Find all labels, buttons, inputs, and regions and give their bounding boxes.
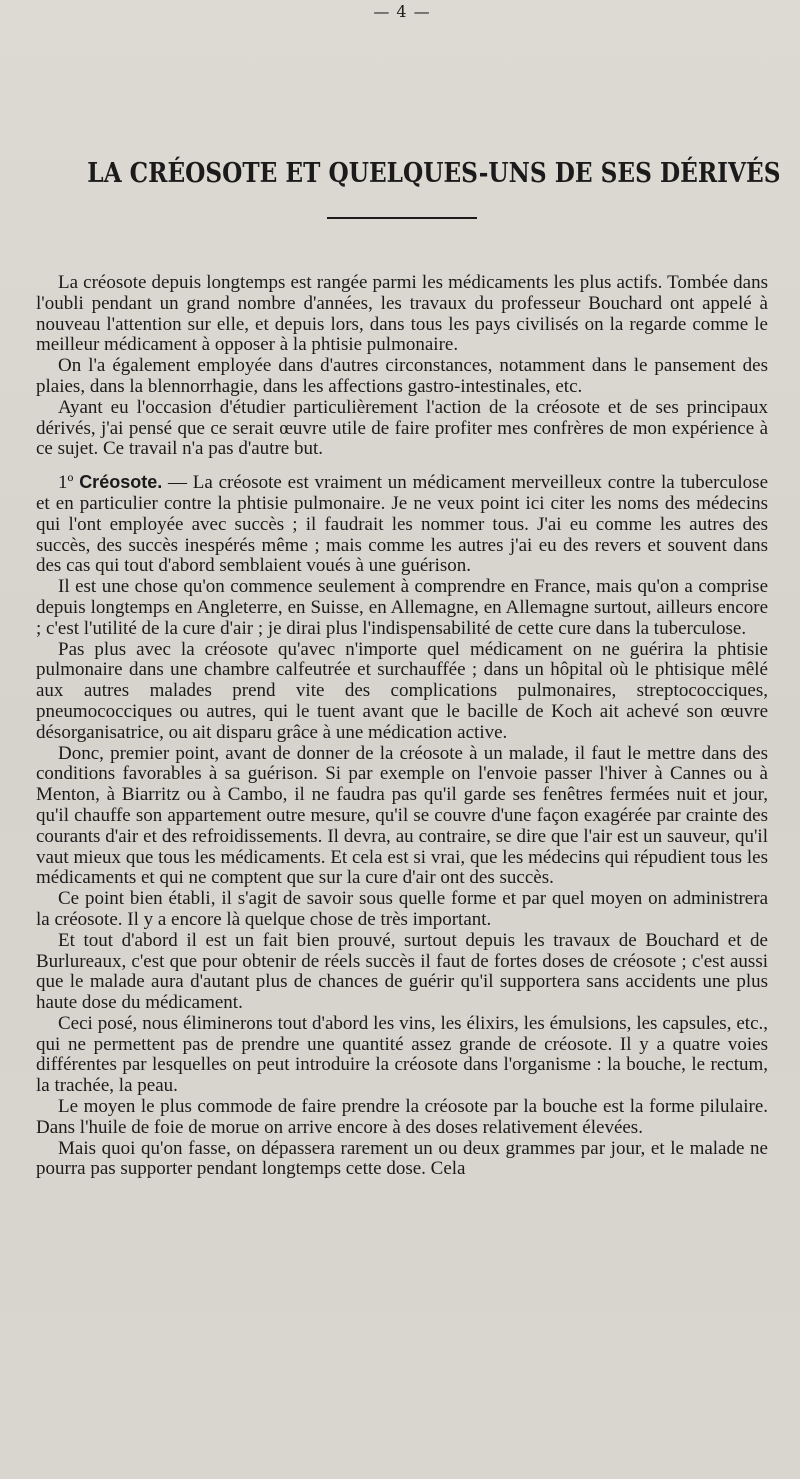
paragraph: Le moyen le plus commode de faire prendre la créosote par la bouche est la forme pilulaire. Dans l'huile de foie de morue on arrive encore à des doses relativement élevées.	[36, 1096, 768, 1138]
chapter-title: LA CRÉOSOTE ET QUELQUES-UNS DE SES DÉRIVÉS	[87, 158, 781, 189]
section-heading: Créosote.	[79, 472, 163, 493]
body-text	[36, 273, 768, 1180]
section-text: — La créosote est vraiment un médicament merveilleux contre la tuberculose et en particulier contre la phtisie pulmonaire. Je ne veux point ici citer les noms des médecins qui l'ont employée avec succès ; il faudrait les nommer tous. J'ai eu comme les autres des succès, des succès inespérés même ; mais comme les autres j'ai eu des revers et souvent dans des cas qui tout d'abord semblaient voués à une guérison.	[36, 472, 769, 577]
page-number: — 4 —	[373, 2, 431, 21]
paragraph: Et tout d'abord il est un fait bien prouvé, surtout depuis les travaux de Bouchard et de Burlureaux, c'est que pour obtenir de réels succès il faut de fortes doses de créosote ; c'est aussi que le malade aura d'autant plus de chances de guérir qu'il supportera sans accidents une plus haute dose du médicament.	[36, 929, 768, 1014]
paragraph: On l'a également employée dans d'autres circonstances, notamment dans le pansement des plaies, dans la blennorrhagie, dans les affections gastro-intestinales, etc.	[36, 355, 768, 397]
paragraph: Ayant eu l'occasion d'étudier particulièrement l'action de la créosote et de ses principaux dérivés, j'ai pensé que ce serait œuvre utile de faire profiter mes confrères de mon expérience à ce sujet. Ce travail n'a pas d'autre but.	[36, 396, 768, 460]
paragraph: Mais quoi qu'on fasse, on dépassera rarement un ou deux grammes par jour, et le malade ne pourra pas supporter pendant longtemps cette dose. Cela	[36, 1137, 768, 1180]
paragraph: Donc, premier point, avant de donner de la créosote à un malade, il faut le mettre dans des conditions favorables à sa guérison. Si par exemple on l'envoie passer l'hiver à Cannes ou à Menton, à Biarritz ou à Cambo, il ne faudra pas qu'il garde ses fenêtres fermées nuit et jour, qu'il chauffe son appartement outre mesure, qu'il se couvre d'une façon exagérée par crainte des courants d'air et des refroidissements. Il devra, au contraire, se dire que l'air est un sauveur, qu'il vaut mieux que tous les médicaments. Et cela est si vrai, que les médecins qui répudient tous les médicaments et qui ne comptent que sur la cure d'air ont des succès.	[36, 742, 768, 889]
paragraph: Ce point bien établi, il s'agit de savoir sous quelle forme et par quel moyen on administrera la créosote. Il y a encore là quelque chose de très important.	[36, 888, 768, 930]
paragraph: Ceci posé, nous éliminerons tout d'abord les vins, les élixirs, les émulsions, les capsules, etc., qui ne permettent pas de prendre une quantité assez grande de créosote. Il y a quatre voies différentes par lesquelles on peut introduire la créosote dans l'organisme : la bouche, le rectum, la trachée, la peau.	[36, 1012, 768, 1097]
section-number: 1º	[58, 472, 74, 494]
title-divider	[327, 217, 477, 219]
paragraph: La créosote depuis longtemps est rangée parmi les médicaments les plus actifs. Tombée dans l'oubli pendant un grand nombre d'années, les travaux du professeur Bouchard ont appelé à nouveau l'attention sur elle, et depuis lors, dans tous les pays civilisés on la regarde comme le meilleur médicament à opposer à la phtisie pulmonaire.	[36, 272, 768, 356]
section-paragraph	[36, 472, 768, 577]
paragraph: Il est une chose qu'on commence seulement à comprendre en France, mais qu'on a comprise depuis longtemps en Angleterre, en Suisse, en Allemagne, en Allemagne surtout, ailleurs encore ; c'est l'utilité de la cure d'air ; je dirai plus l'indispensabilité de cette cure dans la tuberculose.	[36, 576, 768, 639]
paragraph: Pas plus avec la créosote qu'avec n'importe quel médicament on ne guérira la phtisie pulmonaire dans une chambre calfeutrée et surchauffée ; dans un hôpital où le phtisique mêlé aux autres malades prend vite des complications pulmonaires, streptococciques, pneumococciques ou autres, qui le tuent avant que le bacille de Koch ait achevé son œuvre désorganisatrice, ou ait disparu grâce à une médication active.	[36, 638, 768, 743]
